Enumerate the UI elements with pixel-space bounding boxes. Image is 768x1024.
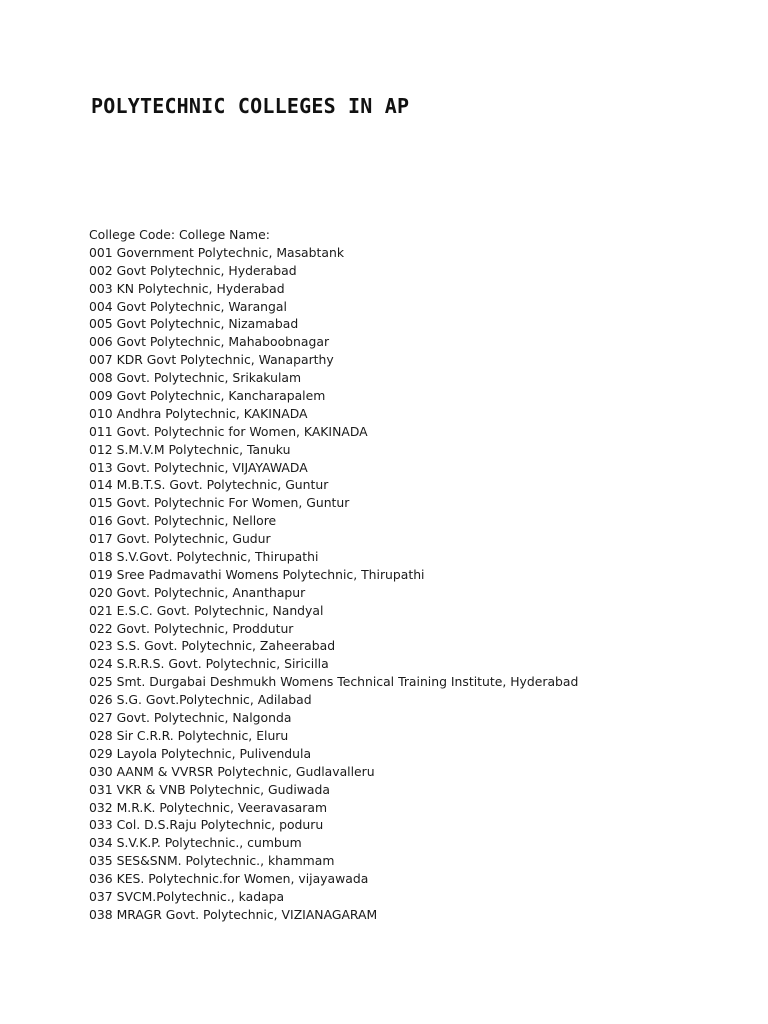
college-list-item: 003 KN Polytechnic, Hyderabad bbox=[89, 280, 285, 296]
college-list-item: 035 SES&SNM. Polytechnic., khammam bbox=[89, 853, 335, 869]
college-list-item: 012 S.M.V.M Polytechnic, Tanuku bbox=[89, 441, 291, 457]
college-list-item: 029 Layola Polytechnic, Pulivendula bbox=[89, 745, 312, 761]
college-list-item: 038 MRAGR Govt. Polytechnic, VIZIANAGARAM bbox=[89, 906, 378, 922]
college-list-item: 005 Govt Polytechnic, Nizamabad bbox=[89, 316, 299, 332]
college-list-item: 007 KDR Govt Polytechnic, Wanaparthy bbox=[89, 352, 334, 368]
college-list bbox=[89, 226, 749, 924]
list-header: College Code: College Name: bbox=[89, 227, 270, 242]
college-list-item: 026 S.G. Govt.Polytechnic, Adilabad bbox=[89, 692, 312, 708]
college-list-item: 032 M.R.K. Polytechnic, Veeravasaram bbox=[89, 799, 328, 815]
college-list-item: 006 Govt Polytechnic, Mahaboobnagar bbox=[89, 334, 330, 350]
college-list-item: 025 Smt. Durgabai Deshmukh Womens Technical Training Institute, Hyderabad bbox=[89, 674, 579, 690]
college-list-item: 036 KES. Polytechnic.for Women, vijayawada bbox=[89, 871, 369, 887]
college-list-item: 020 Govt. Polytechnic, Ananthapur bbox=[89, 584, 306, 600]
college-list-item: 016 Govt. Polytechnic, Nellore bbox=[89, 513, 277, 529]
college-list-item: 018 S.V.Govt. Polytechnic, Thirupathi bbox=[89, 549, 319, 565]
college-list-item: 024 S.R.R.S. Govt. Polytechnic, Siricilla bbox=[89, 656, 329, 672]
college-list-item: 023 S.S. Govt. Polytechnic, Zaheerabad bbox=[89, 638, 336, 654]
college-list-item: 030 AANM & VVRSR Polytechnic, Gudlavalleru bbox=[89, 763, 375, 779]
college-list-item: 034 S.V.K.P. Polytechnic., cumbum bbox=[89, 835, 302, 851]
college-list-item: 017 Govt. Polytechnic, Gudur bbox=[89, 531, 271, 547]
college-list-item: 019 Sree Padmavathi Womens Polytechnic, Thirupathi bbox=[89, 566, 425, 582]
page-title: POLYTECHNIC COLLEGES IN AP bbox=[91, 94, 410, 118]
college-list-item: 001 Government Polytechnic, Masabtank bbox=[89, 244, 344, 260]
college-list-item: 004 Govt Polytechnic, Warangal bbox=[89, 298, 287, 314]
college-list-item: 009 Govt Polytechnic, Kancharapalem bbox=[89, 388, 326, 404]
college-list-item: 033 Col. D.S.Raju Polytechnic, poduru bbox=[89, 817, 324, 833]
college-list-item: 010 Andhra Polytechnic, KAKINADA bbox=[89, 405, 308, 421]
college-list-item: 028 Sir C.R.R. Polytechnic, Eluru bbox=[89, 727, 289, 743]
college-list-item: 008 Govt. Polytechnic, Srikakulam bbox=[89, 370, 302, 386]
college-list-item: 027 Govt. Polytechnic, Nalgonda bbox=[89, 710, 292, 726]
college-list-item: 021 E.S.C. Govt. Polytechnic, Nandyal bbox=[89, 602, 324, 618]
college-list-item: 037 SVCM.Polytechnic., kadapa bbox=[89, 888, 285, 904]
college-list-item: 022 Govt. Polytechnic, Proddutur bbox=[89, 620, 294, 636]
college-list-item: 031 VKR & VNB Polytechnic, Gudiwada bbox=[89, 781, 330, 797]
college-list-item: 014 M.B.T.S. Govt. Polytechnic, Guntur bbox=[89, 477, 329, 493]
college-list-item: 002 Govt Polytechnic, Hyderabad bbox=[89, 262, 297, 278]
college-list-item: 015 Govt. Polytechnic For Women, Guntur bbox=[89, 495, 350, 511]
college-list-item: 011 Govt. Polytechnic for Women, KAKINADA bbox=[89, 423, 368, 439]
college-list-item: 013 Govt. Polytechnic, VIJAYAWADA bbox=[89, 459, 308, 475]
